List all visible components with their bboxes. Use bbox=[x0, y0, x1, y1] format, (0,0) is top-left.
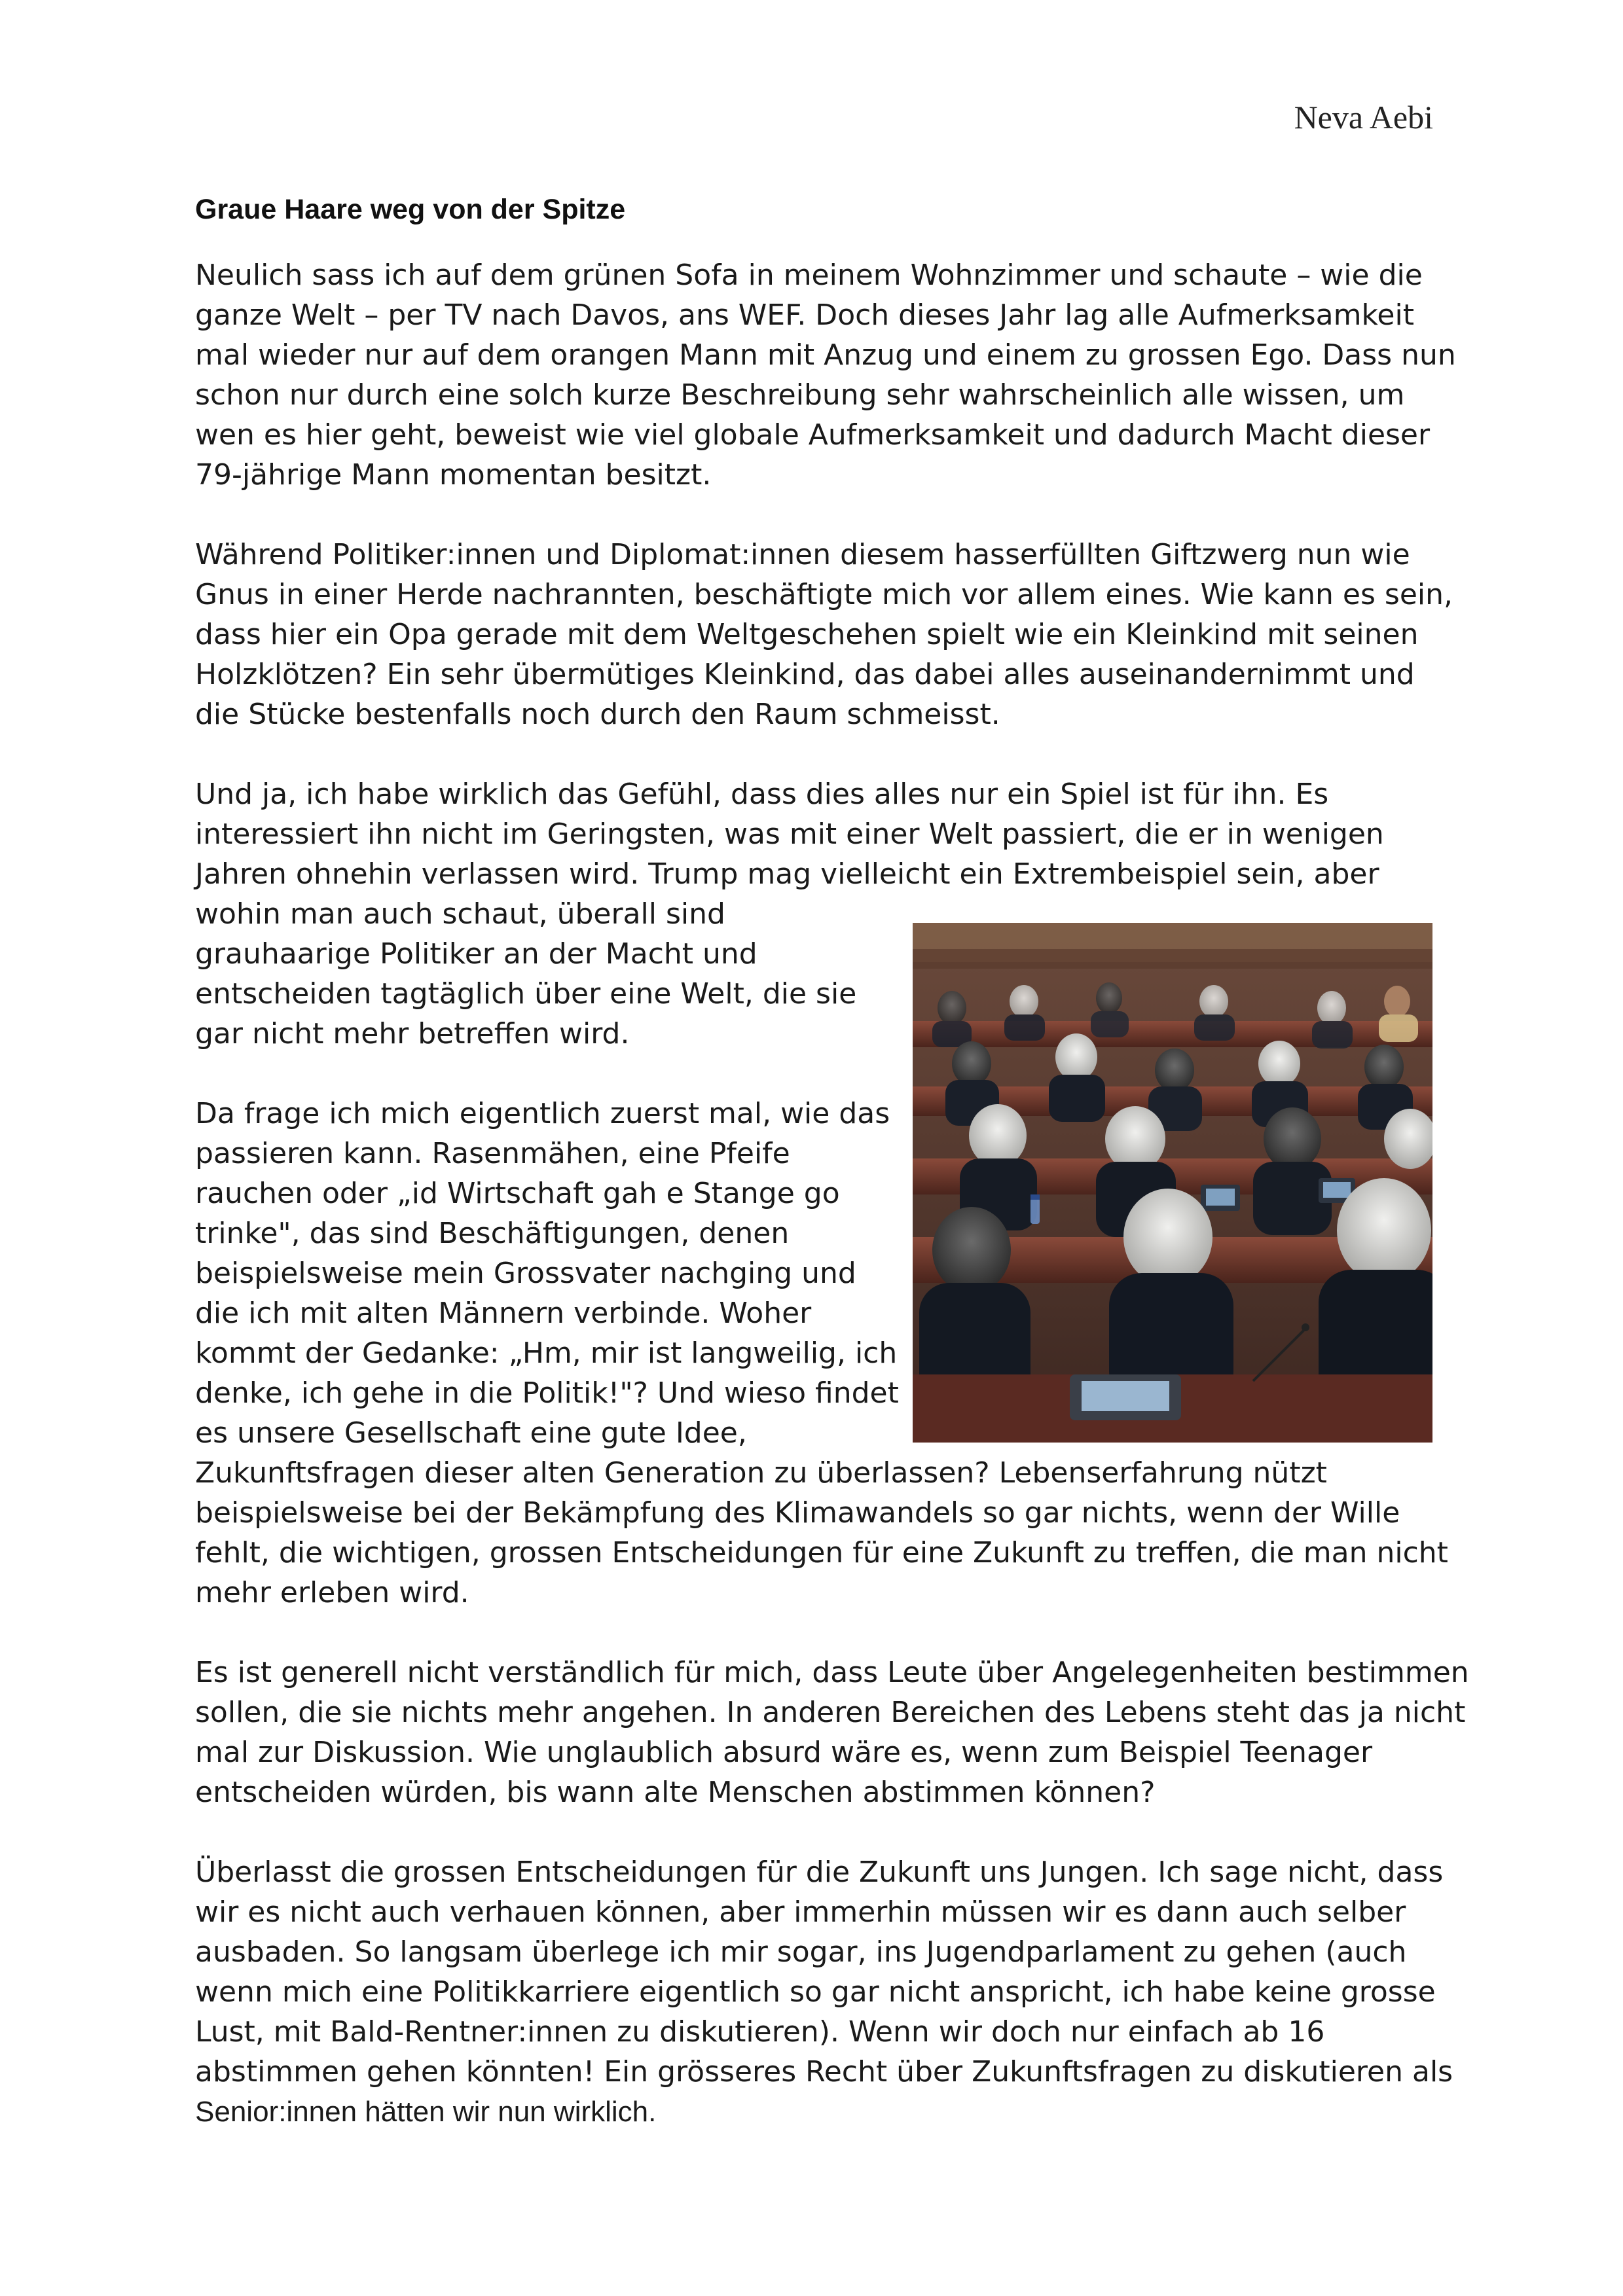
text-line: ganze Welt – per TV nach Davos, ans WEF. Doch dieses Jahr lag alle Aufmerksamkeit bbox=[195, 298, 1414, 332]
text-line: mehr erleben wird. bbox=[195, 1576, 469, 1609]
paragraph-6 bbox=[195, 1852, 1453, 2132]
text-line: gar nicht mehr betreffen wird. bbox=[195, 1017, 630, 1050]
text-line: Holzklötzen? Ein sehr übermütiges Kleinkind, das dabei alles auseinandernimmt und bbox=[195, 658, 1415, 691]
text-line: Gnus in einer Herde nachrannten, beschäftigte mich vor allem eines. Wie kann es sein, bbox=[195, 578, 1453, 611]
text-line: die ich mit alten Männern verbinde. Woher bbox=[195, 1297, 812, 1330]
text-line: Während Politiker:innen und Diplomat:innen diesem hasserfüllten Giftzwerg nun wie bbox=[195, 538, 1410, 571]
text-line: beispielsweise bei der Bekämpfung des Klimawandels so gar nichts, wenn der Wille bbox=[195, 1496, 1400, 1530]
text-line: es unsere Gesellschaft eine gute Idee, bbox=[195, 1416, 747, 1450]
text-line: entscheiden tagtäglich über eine Welt, die sie bbox=[195, 977, 857, 1011]
text-line: ausbaden. So langsam überlege ich mir sogar, ins Jugendparlament zu gehen (auch bbox=[195, 1935, 1407, 1969]
text-line: fehlt, die wichtigen, grossen Entscheidungen für eine Zukunft zu treffen, die man nicht bbox=[195, 1536, 1448, 1570]
text-line: mal wieder nur auf dem orangen Mann mit Anzug und einem zu grossen Ego. Dass nun bbox=[195, 338, 1456, 372]
text-line: Neulich sass ich auf dem grünen Sofa in meinem Wohnzimmer und schaute – wie die bbox=[195, 259, 1423, 292]
paragraph-2 bbox=[195, 535, 1453, 734]
text-line: schon nur durch eine solch kurze Beschreibung sehr wahrscheinlich alle wissen, um bbox=[195, 378, 1405, 412]
text-line: entscheiden würden, bis wann alte Menschen abstimmen können? bbox=[195, 1776, 1156, 1809]
text-line: die Stücke bestenfalls noch durch den Raum schmeisst. bbox=[195, 698, 1000, 731]
text-line: Jahren ohnehin verlassen wird. Trump mag vielleicht ein Extrembeispiel sein, aber bbox=[195, 857, 1379, 891]
text-line: interessiert ihn nicht im Geringsten, was mit einer Welt passiert, die er in wenigen bbox=[195, 817, 1384, 851]
text-line: wir es nicht auch verhauen können, aber immerhin müssen wir es dann auch selber bbox=[195, 1895, 1406, 1929]
text-line: wenn mich eine Politikkarriere eigentlich so gar nicht anspricht, ich habe keine grosse bbox=[195, 1975, 1436, 2009]
parliament-photo bbox=[913, 923, 1432, 1443]
text-line: wohin man auch schaut, überall sind bbox=[195, 897, 725, 931]
text-line: trinke", das sind Beschäftigungen, denen bbox=[195, 1217, 790, 1250]
text-line: dass hier ein Opa gerade mit dem Weltgeschehen spielt wie ein Kleinkind mit seinen bbox=[195, 618, 1419, 651]
text-line: abstimmen gehen könnten! Ein grösseres Recht über Zukunftsfragen zu diskutieren als bbox=[195, 2055, 1453, 2089]
text-line: kommt der Gedanke: „Hm, mir ist langweilig, ich bbox=[195, 1336, 898, 1370]
text-line: mal zur Diskussion. Wie unglaublich absurd wäre es, wenn zum Beispiel Teenager bbox=[195, 1736, 1373, 1769]
text-line: Da frage ich mich eigentlich zuerst mal, wie das bbox=[195, 1097, 890, 1130]
text-line: Und ja, ich habe wirklich das Gefühl, dass dies alles nur ein Spiel ist für ihn. Es bbox=[195, 778, 1329, 811]
text-line: denke, ich gehe in die Politik!"? Und wieso findet bbox=[195, 1376, 899, 1410]
text-line: Senior:innen hätten wir nun wirklich. bbox=[195, 2096, 657, 2128]
text-line: rauchen oder „id Wirtschaft gah e Stange go bbox=[195, 1177, 840, 1210]
article-title: Graue Haare weg von der Spitze bbox=[195, 194, 626, 225]
text-line: Lust, mit Bald-Rentner:innen zu diskutieren). Wenn wir doch nur einfach ab 16 bbox=[195, 2015, 1325, 2049]
text-line: sollen, die sie nichts mehr angehen. In anderen Bereichen des Lebens steht das ja nicht bbox=[195, 1696, 1466, 1729]
text-line: beispielsweise mein Grossvater nachging und bbox=[195, 1257, 856, 1290]
text-line: grauhaarige Politiker an der Macht und bbox=[195, 937, 757, 971]
author-name: Neva Aebi bbox=[1294, 99, 1433, 135]
paragraph-1 bbox=[195, 255, 1456, 495]
text-line: wen es hier geht, beweist wie viel globale Aufmerksamkeit und dadurch Macht dieser bbox=[195, 418, 1431, 452]
text-line: Es ist generell nicht verständlich für mich, dass Leute über Angelegenheiten bestimmen bbox=[195, 1656, 1469, 1689]
text-line: Zukunftsfragen dieser alten Generation zu überlassen? Lebenserfahrung nützt bbox=[195, 1456, 1327, 1490]
paragraph-5 bbox=[195, 1653, 1469, 1812]
text-line: Überlasst die grossen Entscheidungen für die Zukunft uns Jungen. Ich sage nicht, dass bbox=[195, 1856, 1444, 1889]
text-line: passieren kann. Rasenmähen, eine Pfeife bbox=[195, 1137, 790, 1170]
text-line: 79-jährige Mann momentan besitzt. bbox=[195, 458, 712, 492]
